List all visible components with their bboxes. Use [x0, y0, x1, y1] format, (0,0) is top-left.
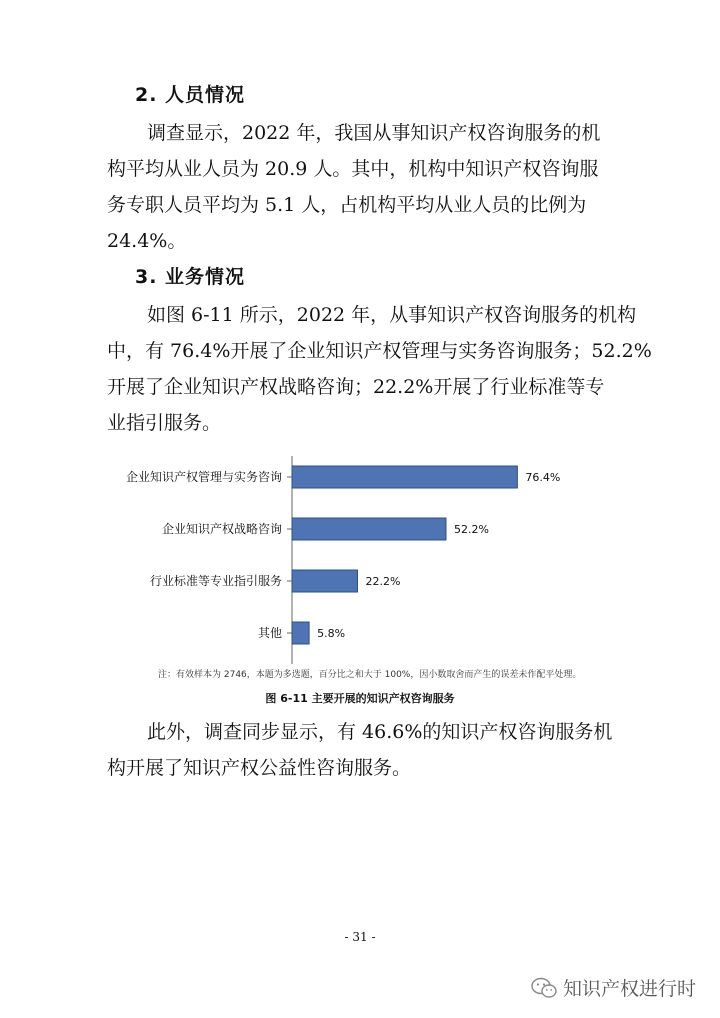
paragraph-line: 如图 6-11 所示，2022 年，从事知识产权咨询服务的机构 [147, 304, 637, 326]
watermark-text: 知识产权进行时 [562, 978, 696, 1000]
bar [292, 622, 309, 644]
wechat-icon [531, 977, 557, 999]
paragraph-line: 中，有 76.4%开展了企业知识产权管理与实务咨询服务；52.2% [107, 340, 652, 362]
section-2-paragraph [107, 115, 627, 259]
paragraph-line: 业指引服务。 [107, 412, 222, 434]
paragraph-line: 开展了企业知识产权战略咨询；22.2%开展了行业标准等专 [107, 376, 605, 398]
category-label: 行业标准等专业指引服务 [149, 574, 282, 588]
paragraph-line: 构平均从业人员为 20.9 人。其中，机构中知识产权咨询服 [107, 158, 599, 180]
data-label: 22.2% [365, 575, 401, 588]
category-label: 企业知识产权战略咨询 [161, 522, 282, 536]
paragraph-line: 务专职人员平均为 5.1 人，占机构平均从业人员的比例为 [107, 194, 587, 216]
paragraph-line: 调查显示，2022 年，我国从事知识产权咨询服务的机 [147, 122, 601, 144]
paragraph-line: 构开展了知识产权公益性咨询服务。 [107, 757, 412, 779]
category-label: 企业知识产权管理与实务咨询 [125, 470, 282, 484]
page-number: - 31 - [344, 930, 376, 944]
chart-caption: 图 6-11 主要开展的知识产权咨询服务 [265, 692, 455, 705]
category-label: 其他 [257, 626, 282, 640]
data-label: 5.8% [317, 627, 346, 640]
section-3-paragraph [107, 297, 652, 441]
paragraph-line: 24.4%。 [107, 230, 187, 252]
bar [292, 570, 357, 592]
section-2-heading: 2. 人员情况 [135, 84, 246, 106]
bar [292, 518, 446, 540]
bar [292, 466, 517, 488]
data-label: 52.2% [453, 523, 489, 536]
section-3-heading: 3. 业务情况 [135, 266, 246, 288]
closing-paragraph [107, 714, 627, 786]
watermark [531, 974, 696, 1001]
paragraph-line: 此外，调查同步显示，有 46.6%的知识产权咨询服务机 [147, 721, 613, 743]
data-label: 76.4% [525, 471, 561, 484]
chart-note: 注：有效样本为 2746，本题为多选题，百分比之和大于 100%，因小数取舍而产生的误差未作配平处理。 [158, 670, 582, 680]
services-bar-chart [0, 450, 720, 670]
